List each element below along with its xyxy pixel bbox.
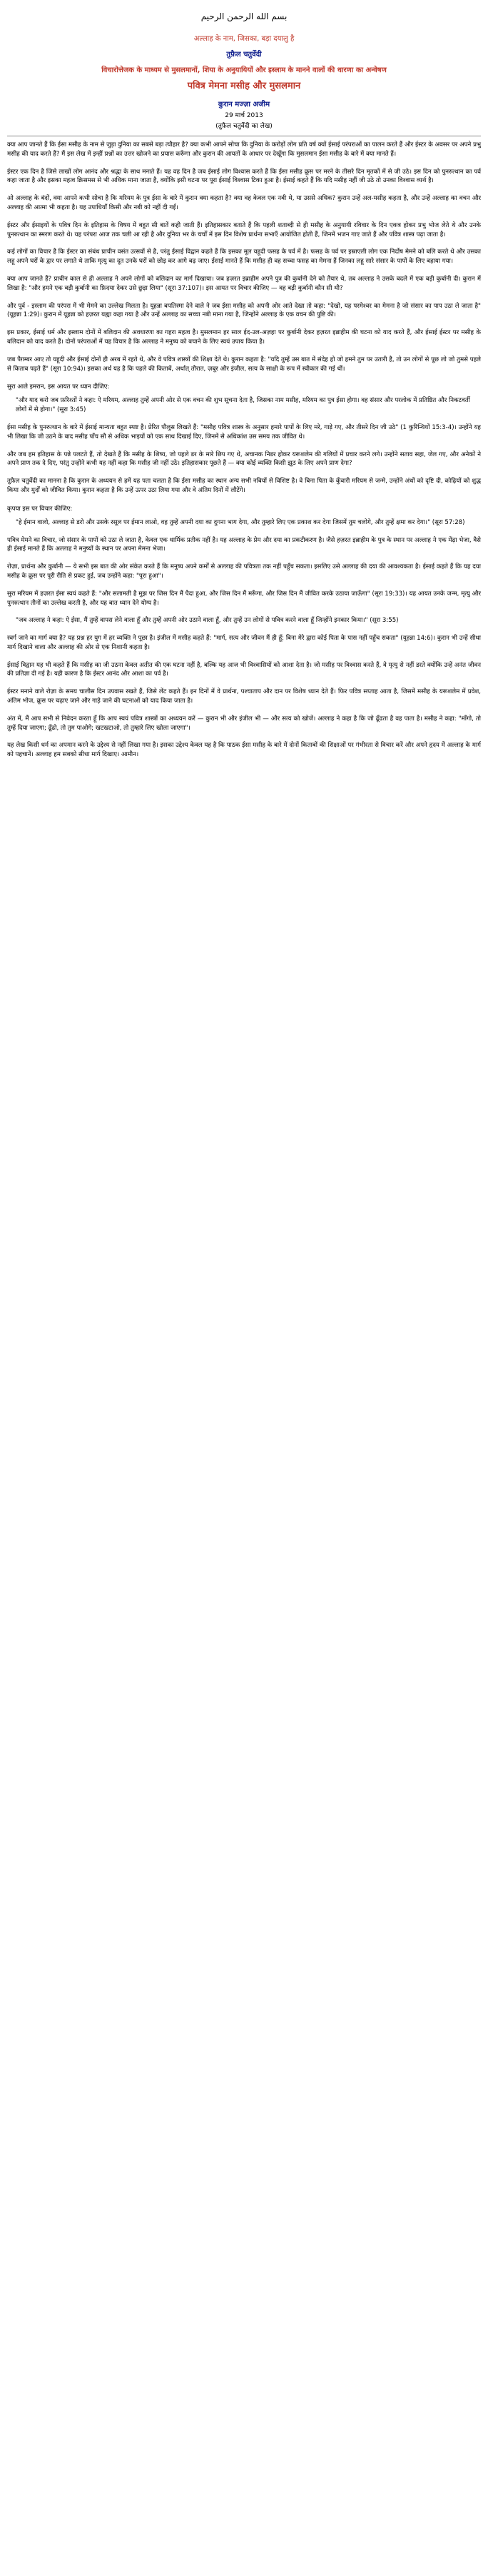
paragraph: तुफ़ैल चतुर्वेदी का मानना है कि कुरान के अध्ययन से हमें यह पता चलता है कि ईसा मसीह का स्थान अन्य सभी नबियों से विशिष्ट है। वे बिना पिता के कुँवारी मरियम से जन्मे, उन्होंने अंधों को दृष्टि दी, कोढ़ियों को शुद्ध किया और मुर्दों को जीवित किया। कुरान कहता है कि उन्हें ऊपर उठा लिया गया और वे अंतिम दिनों में लौटेंगे। [7,478,481,494]
paragraph: स्वर्ग जाने का मार्ग क्या है? यह प्रश्न हर युग में हर व्यक्ति ने पूछा है। इंजील में मसीह कहते हैं: "मार्ग, सत्य और जीवन मैं ही हूँ; बिना मेरे द्वारा कोई पिता के पास नहीं पहुँच सकता" (यूहन्ना 14:6)। कुरान भी उन्हें सीधा मार्ग दिखाने वाला और अल्लाह की ओर से एक निशानी कहता है। [7,635,481,651]
paragraph: ओ अल्लाह के बंदों, क्या आपने कभी सोचा है कि मरियम के पुत्र ईसा के बारे में कुरान क्या कहता है? क्या वह केवल एक नबी थे, या उससे अधिक? कुरान उन्हें अल-मसीह कहता है, और उन्हें अल्लाह का वचन और अल्लाह की आत्मा भी कहता है। यह उपाधियाँ किसी और नबी को नहीं दी गईं। [7,195,481,211]
publish-date: 29 मार्च 2013 [225,112,263,119]
article-page [0,0,488,760]
article-source: (तुफ़ैल चतुर्वेदी का लेख) [215,123,273,130]
quran-quote: "और याद करो जब फ़रिश्तों ने कहा: ऐ मरियम, अल्लाह तुम्हें अपनी ओर से एक वचन की शुभ सूचना देता है, जिसका नाम मसीह, मरियम का पुत्र ईसा होगा। वह संसार और परलोक में प्रतिष्ठित और निकटवर्ती लोगों में से होगा।" (सूरा 3:45) [16,397,470,414]
paragraph: इस प्रकार, ईसाई धर्म और इस्लाम दोनों में बलिदान की अवधारणा का गहरा महत्व है। मुसलमान हर साल ईद-उल-अज़हा पर कुर्बानी देकर हज़रत इब्राहीम की घटना को याद करते हैं, और ईसाई ईस्टर पर मसीह के बलिदान को याद करते हैं। दोनों परंपराओं में यह विचार है कि अल्लाह ने मनुष्य को बचाने के लिए स्वयं उपाय किया है। [7,329,481,346]
paragraph: ईसाई विद्वान यह भी कहते हैं कि मसीह का जी उठना केवल अतीत की एक घटना नहीं है, बल्कि यह आज भी विश्वासियों को आशा देता है। जो मसीह पर विश्वास करते हैं, वे मृत्यु से नहीं डरते क्योंकि उन्हें अनंत जीवन की प्रतिज्ञा दी गई है। यही कारण है कि ईस्टर आनंद और आशा का पर्व है। [7,661,481,678]
reflection-heading: कृपया इस पर विचार कीजिए: [7,505,73,513]
paragraph: क्या आप जानते हैं कि ईसा मसीह के नाम से जुड़ा दुनिया का सबसे बड़ा त्यौहार है? क्या कभी आपने सोचा कि दुनिया के करोड़ों लोग प्रति वर्ष क्यों ईसाई परंपराओं का पालन करते हैं और ईस्टर के अवसर पर अपने प्रभु मसीह की याद करते हैं? मैं इस लेख में इन्हीं प्रश्नों का उत्तर खोजने का प्रयास करूँगा और कुरान की आयतों के आधार पर देखूँगा कि मुसलमान ईसा मसीह के बारे में क्या मानते हैं। [7,141,481,158]
paragraph: ईस्टर मनाने वाले रोज़ा के समय चालीस दिन उपवास रखते हैं, जिसे लेंट कहते हैं। इन दिनों में वे प्रार्थना, पश्चाताप और दान पर विशेष ध्यान देते हैं। फिर पवित्र सप्ताह आता है, जिसमें मसीह के यरूशलेम में प्रवेश, अंतिम भोज, क्रूस पर चढ़ाए जाने और गाड़े जाने की घटनाओं को याद किया जाता है। [7,688,481,705]
author-byline: कुरान मज्ज़ा अजीम [218,101,270,109]
paragraph: और जब हम इतिहास के पन्ने पलटते हैं, तो देखते हैं कि मसीह के शिष्य, जो पहले डर के मारे छिप गए थे, अचानक निडर होकर यरूशलेम की गलियों में प्रचार करने लगे। उन्होंने सताव सहा, जेल गए, और अनेकों ने अपने प्राण तक दे दिए, परंतु उन्होंने कभी यह नहीं कहा कि मसीह जी नहीं उठे। इतिहासकार पूछते हैं — क्या कोई व्यक्ति किसी झूठ के लिए अपने प्राण देगा? [7,451,481,468]
paragraph: रोज़ा, प्रार्थना और कुर्बानी — ये सभी इस बात की ओर संकेत करते हैं कि मनुष्य अपने कर्मों से अल्लाह की पवित्रता तक नहीं पहुँच सकता। इसलिए उसे अल्लाह की दया की आवश्यकता है। ईसाई कहते हैं कि यह दया मसीह के क्रूस पर पूरी रीति से प्रकट हुई, जब उन्होंने कहा: "पूरा हुआ"। [7,563,481,580]
quran-quote: "जब अल्लाह ने कहा: ऐ ईसा, मैं तुम्हें वापस लेने वाला हूँ और तुम्हें अपनी ओर उठाने वाला हूँ, और तुम्हें उन लोगों से पवित्र करने वाला हूँ जिन्होंने इनकार किया।" (सूरा 3:55) [16,617,399,625]
bismillah: بسم الله الرحمن الرحيم [200,11,288,21]
article-title: पवित्र मेमना मसीह और मुसलमान [187,81,301,91]
paragraph: ईस्टर और ईसाइयों के पवित्र दिन के इतिहास के विषय में बहुत सी बातें कही जाती हैं। इतिहासकार बताते हैं कि पहली शताब्दी से ही मसीह के अनुयायी रविवार के दिन एकत्र होकर प्रभु भोज लेते थे और उनके पुनरुत्थान का स्मरण करते थे। यह परंपरा आज तक चली आ रही है और दुनिया भर के चर्चों में इस दिन विशेष प्रार्थना सभाएँ आयोजित होती हैं, जिनमें भजन गाए जाते हैं और पवित्र शास्त्र पढ़ा जाता है। [7,221,481,238]
paragraph: पवित्र मेमने का विचार, जो संसार के पापों को उठा ले जाता है, केवल एक धार्मिक प्रतीक नहीं है। यह अल्लाह के प्रेम और दया का प्रकटीकरण है। जैसे हज़रत इब्राहीम के पुत्र के स्थान पर अल्लाह ने एक मेंढ़ा भेजा, वैसे ही ईसाई मानते हैं कि अल्लाह ने मनुष्यों के स्थान पर अपना मेमना भेजा। [7,536,481,553]
author-top: तुफ़ैल चतुर्वेदी [226,51,262,59]
paragraph: और पूर्व - इस्लाम की परंपरा में भी मेमने का उल्लेख मिलता है। यूहन्ना बपतिस्मा देने वाले ने जब ईसा मसीह को अपनी ओर आते देखा तो कहा: "देखो, यह परमेश्वर का मेमना है जो संसार का पाप उठा ले जाता है" (यूहन्ना 1:29)। कुरान में यूहन्ना को हज़रत यह्या कहा गया है और उन्हें अल्लाह का सच्चा नबी माना गया है, जिन्होंने अल्लाह के एक वचन की पुष्टि की। [7,302,481,319]
paragraph: जब पैग़म्बर आए तो यहूदी और ईसाई दोनों ही अरब में रहते थे, और वे पवित्र शास्त्रों की शिक्षा देते थे। कुरान कहता है: "यदि तुम्हें उस बात में संदेह हो जो हमने तुम पर उतारी है, तो उन लोगों से पूछ लो जो तुमसे पहले से किताब पढ़ते हैं" (सूरा 10:94)। इसका अर्थ यह है कि पहले की किताबें, अर्थात् तौरात, ज़बूर और इंजील, सत्य के साक्षी के रूप में स्वीकार की गई थीं। [7,356,481,373]
article-subtitle: विचारोत्तेजक के माध्यम से मुसलमानों, शिया के अनुयायियों और इस्लाम के मानने वालों की धारणा का अन्वेषण [101,66,387,74]
paragraph: सुरा मरियम में हज़रत ईसा स्वयं कहते हैं: "और सलामती है मुझ पर जिस दिन मैं पैदा हुआ, और जिस दिन मैं मरूँगा, और जिस दिन मैं जीवित करके उठाया जाऊँगा" (सूरा 19:33)। यह आयत उनके जन्म, मृत्यु और पुनरुत्थान तीनों का उल्लेख करती है, और यह बात ध्यान देने योग्य है। [7,590,481,607]
paragraph: अंत में, मैं आप सभी से निवेदन करता हूँ कि आप स्वयं पवित्र शास्त्रों का अध्ययन करें — कुरान भी और इंजील भी — और सत्य को खोजें। अल्लाह ने कहा है कि जो ढूँढता है वह पाता है। मसीह ने कहा: "माँगो, तो तुम्हें दिया जाएगा; ढूँढो, तो तुम पाओगे; खटखटाओ, तो तुम्हारे लिए खोला जाएगा"। [7,715,481,732]
quran-quote: "हे ईमान वालो, अल्लाह से डरो और उसके रसूल पर ईमान लाओ, वह तुम्हें अपनी दया का दुगना भाग देगा, और तुम्हारे लिए एक प्रकाश कर देगा जिसमें तुम चलोगे, और तुम्हें क्षमा कर देगा।" (सूरा 57:28) [16,518,465,526]
paragraph: ईसा मसीह के पुनरुत्थान के बारे में ईसाई मान्यता बहुत स्पष्ट है। प्रेरित पौलुस लिखते हैं: "मसीह पवित्र शास्त्र के अनुसार हमारे पापों के लिए मरे, गाड़े गए, और तीसरे दिन जी उठे" (1 कुरिन्थियों 15:3-4)। उन्होंने यह भी लिखा कि जी उठने के बाद मसीह पाँच सौ से अधिक भाइयों को एक साथ दिखाई दिए, जिनमें से अधिकांश उस समय तक जीवित थे। [7,423,481,441]
quran-heading: सुरा आले इमरान, इस आयत पर ध्यान दीजिए: [7,383,110,391]
paragraph: कई लोगों का विचार है कि ईस्टर का संबंध प्राचीन वसंत उत्सवों से है, परंतु ईसाई विद्वान कहते हैं कि इसका मूल यहूदी फसह के पर्व में है। फसह के पर्व पर इस्राएली लोग एक निर्दोष मेमने को बलि करते थे और उसका लहू अपने घरों के द्वार पर लगाते थे ताकि मृत्यु का दूत उनके घरों को छोड़ कर आगे बढ़ जाए। ईसाई मानते हैं कि मसीह ही वह सच्चा फसह का मेमना हैं जिनका लहू सारे संसार के पापों के लिए बहाया गया। [7,248,481,266]
tagline: अल्लाह के नाम, जिसका, बड़ा दयालु है [193,35,295,43]
paragraph: ईस्टर एक दिन है जिसे लाखों लोग आनंद और श्रद्धा के साथ मनाते हैं। यह वह दिन है जब ईसाई लोग विश्वास करते हैं कि ईसा मसीह क्रूस पर मरने के तीसरे दिन मृतकों में से जी उठे। इस दिन को पुनरुत्थान का पर्व कहा जाता है और इसका महत्व क्रिसमस से भी अधिक माना जाता है, क्योंकि इसी घटना पर पूरा ईसाई विश्वास टिका हुआ है। ईसाई कहते हैं कि यदि मसीह नहीं जी उठे तो उनका विश्वास व्यर्थ है। [7,168,481,185]
paragraph: यह लेख किसी धर्म का अपमान करने के उद्देश्य से नहीं लिखा गया है। इसका उद्देश्य केवल यह है कि पाठक ईसा मसीह के बारे में दोनों किताबों की शिक्षाओं पर गंभीरता से विचार करें और अपने हृदय में अल्लाह के मार्ग को पहचानें। अल्लाह हम सबको सीधा मार्ग दिखाए। आमीन। [7,742,481,759]
paragraph: क्या आप जानते हैं? प्राचीन काल से ही अल्लाह ने अपने लोगों को बलिदान का मार्ग दिखाया। जब हज़रत इब्राहीम अपने पुत्र की कुर्बानी देने को तैयार थे, तब अल्लाह ने उसके बदले में एक बड़ी कुर्बानी दी। कुरान में लिखा है: "और हमने एक बड़ी कुर्बानी का फ़िदया देकर उसे छुड़ा लिया" (सूरा 37:107)। इस आयत पर विचार कीजिए — वह बड़ी कुर्बानी कौन सी थी? [7,275,481,292]
